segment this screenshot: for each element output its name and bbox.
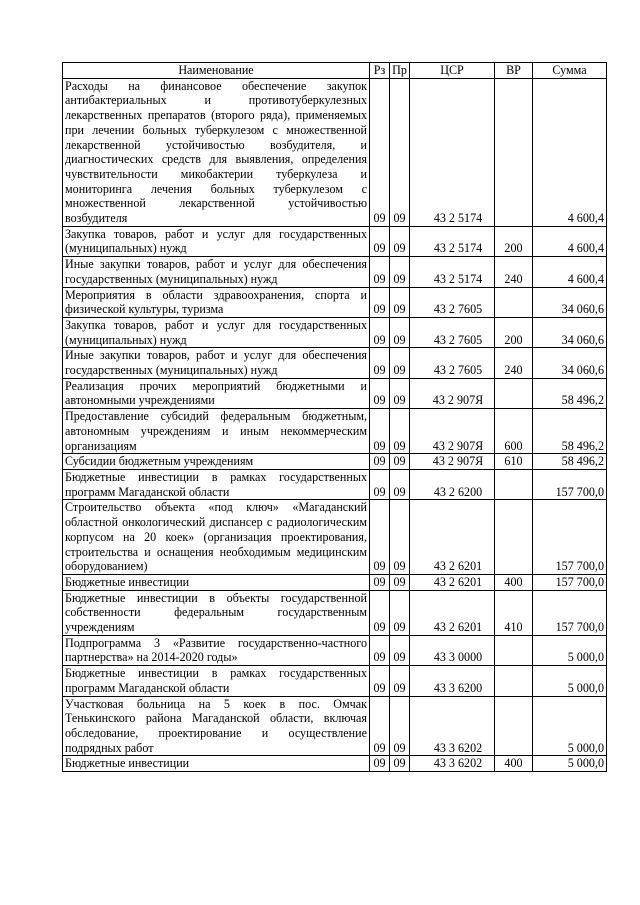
table-row [63,257,607,287]
cell-csr: 43 3 6202 [410,696,495,756]
cell-sum: 34 060,6 [533,348,607,378]
cell-vr: 240 [495,348,533,378]
cell-csr: 43 3 6202 [410,756,495,772]
table-row [63,666,607,696]
cell-name: Иные закупки товаров, работ и услуг для обеспечения государственных (муниципальных) нужд [63,257,370,287]
cell-sum: 5 000,0 [533,635,607,665]
table-row [63,454,607,470]
cell-rz: 09 [370,696,390,756]
cell-rz: 09 [370,317,390,347]
cell-csr: 43 3 0000 [410,635,495,665]
cell-vr [495,696,533,756]
cell-name: Строительство объекта «под ключ» «Магаданский областной онкологический диспансер с радиологическим корпусом на 20 коек» (организация проектирования, строительства и оснащения необходимым медицинским оборудованием) [63,500,370,575]
cell-rz: 09 [370,257,390,287]
cell-vr: 400 [495,756,533,772]
cell-csr: 43 2 7605 [410,317,495,347]
cell-name: Бюджетные инвестиции в рамках государственных программ Магаданской области [63,469,370,499]
table-row [63,348,607,378]
table-row [63,226,607,256]
cell-name: Закупка товаров, работ и услуг для государственных (муниципальных) нужд [63,317,370,347]
cell-sum: 157 700,0 [533,590,607,635]
cell-vr: 400 [495,574,533,590]
table-row [63,635,607,665]
cell-pr: 09 [390,454,410,470]
cell-csr: 43 2 907Я [410,454,495,470]
cell-sum: 5 000,0 [533,696,607,756]
table-row [63,409,607,454]
table-header-row [63,63,607,79]
cell-rz: 09 [370,500,390,575]
cell-csr: 43 2 6201 [410,590,495,635]
table-row [63,756,607,772]
cell-name: Участковая больница на 5 коек в пос. Омчак Тенькинского района Магаданской области, включая обследование, проектирование и осуществление подрядных работ [63,696,370,756]
cell-pr: 09 [390,287,410,317]
cell-rz: 09 [370,574,390,590]
cell-pr: 09 [390,574,410,590]
cell-rz: 09 [370,78,390,226]
cell-vr: 610 [495,454,533,470]
cell-name: Субсидии бюджетным учреждениям [63,454,370,470]
table-row [63,469,607,499]
cell-sum: 157 700,0 [533,574,607,590]
cell-rz: 09 [370,756,390,772]
cell-pr: 09 [390,666,410,696]
cell-pr: 09 [390,409,410,454]
cell-vr [495,469,533,499]
cell-vr [495,635,533,665]
table-row [63,574,607,590]
cell-vr [495,666,533,696]
cell-rz: 09 [370,469,390,499]
cell-vr [495,287,533,317]
cell-pr: 09 [390,696,410,756]
cell-rz: 09 [370,635,390,665]
header-csr: ЦСР [410,63,495,79]
cell-csr: 43 2 7605 [410,287,495,317]
cell-csr: 43 2 6201 [410,500,495,575]
cell-vr: 600 [495,409,533,454]
document-page [62,62,606,772]
cell-sum: 5 000,0 [533,756,607,772]
cell-rz: 09 [370,348,390,378]
cell-name: Бюджетные инвестиции в объекты государственной собственности федеральным государственным учреждениям [63,590,370,635]
cell-csr: 43 2 5174 [410,78,495,226]
cell-pr: 09 [390,78,410,226]
cell-csr: 43 2 907Я [410,409,495,454]
cell-csr: 43 2 5174 [410,257,495,287]
header-name: Наименование [63,63,370,79]
cell-pr: 09 [390,378,410,408]
cell-name: Реализация прочих мероприятий бюджетными и автономными учреждениями [63,378,370,408]
cell-vr [495,378,533,408]
table-row [63,317,607,347]
table-row [63,378,607,408]
header-sum: Сумма [533,63,607,79]
cell-csr: 43 2 5174 [410,226,495,256]
header-rz: Рз [370,63,390,79]
cell-vr: 200 [495,226,533,256]
cell-rz: 09 [370,590,390,635]
cell-name: Расходы на финансовое обеспечение закупок антибактериальных и противотуберкулезных лекарственных препаратов (второго ряда), применяемых при лечении больных туберкулезом с множественной лекарственной устойчивостью возбудителя, и диагностических средств для выявления, определения чувствительности микобактерии туберкулеза и мониторинга лечения больных туберкулезом с множественной лекарственной устойчивостью возбудителя [63,78,370,226]
cell-vr: 410 [495,590,533,635]
cell-pr: 09 [390,257,410,287]
cell-rz: 09 [370,409,390,454]
cell-pr: 09 [390,635,410,665]
cell-sum: 58 496,2 [533,378,607,408]
table-row [63,500,607,575]
header-vr: ВР [495,63,533,79]
table-row [63,696,607,756]
cell-csr: 43 3 6200 [410,666,495,696]
cell-sum: 157 700,0 [533,469,607,499]
table-row [63,78,607,226]
cell-name: Бюджетные инвестиции [63,574,370,590]
budget-table [62,62,607,772]
cell-rz: 09 [370,454,390,470]
cell-sum: 4 600,4 [533,78,607,226]
cell-sum: 4 600,4 [533,257,607,287]
cell-vr [495,500,533,575]
cell-vr: 240 [495,257,533,287]
cell-name: Иные закупки товаров, работ и услуг для обеспечения государственных (муниципальных) нужд [63,348,370,378]
cell-name: Закупка товаров, работ и услуг для государственных (муниципальных) нужд [63,226,370,256]
cell-name: Предоставление субсидий федеральным бюджетным, автономным учреждениям и иным некоммерческим организациям [63,409,370,454]
cell-name: Бюджетные инвестиции в рамках государственных программ Магаданской области [63,666,370,696]
cell-sum: 58 496,2 [533,454,607,470]
cell-sum: 4 600,4 [533,226,607,256]
table-body [63,78,607,771]
cell-name: Мероприятия в области здравоохранения, спорта и физической культуры, туризма [63,287,370,317]
cell-rz: 09 [370,666,390,696]
cell-pr: 09 [390,317,410,347]
cell-sum: 5 000,0 [533,666,607,696]
cell-pr: 09 [390,469,410,499]
cell-name: Бюджетные инвестиции [63,756,370,772]
cell-csr: 43 2 7605 [410,348,495,378]
cell-name: Подпрограмма 3 «Развитие государственно-частного партнерства» на 2014-2020 годы» [63,635,370,665]
cell-sum: 58 496,2 [533,409,607,454]
cell-pr: 09 [390,756,410,772]
cell-csr: 43 2 6200 [410,469,495,499]
cell-rz: 09 [370,226,390,256]
cell-rz: 09 [370,287,390,317]
table-row [63,287,607,317]
cell-pr: 09 [390,590,410,635]
cell-sum: 34 060,6 [533,287,607,317]
table-row [63,590,607,635]
cell-sum: 34 060,6 [533,317,607,347]
cell-sum: 157 700,0 [533,500,607,575]
cell-csr: 43 2 6201 [410,574,495,590]
cell-pr: 09 [390,348,410,378]
cell-pr: 09 [390,500,410,575]
cell-vr [495,78,533,226]
cell-pr: 09 [390,226,410,256]
cell-csr: 43 2 907Я [410,378,495,408]
cell-rz: 09 [370,378,390,408]
cell-vr: 200 [495,317,533,347]
header-pr: Пр [390,63,410,79]
